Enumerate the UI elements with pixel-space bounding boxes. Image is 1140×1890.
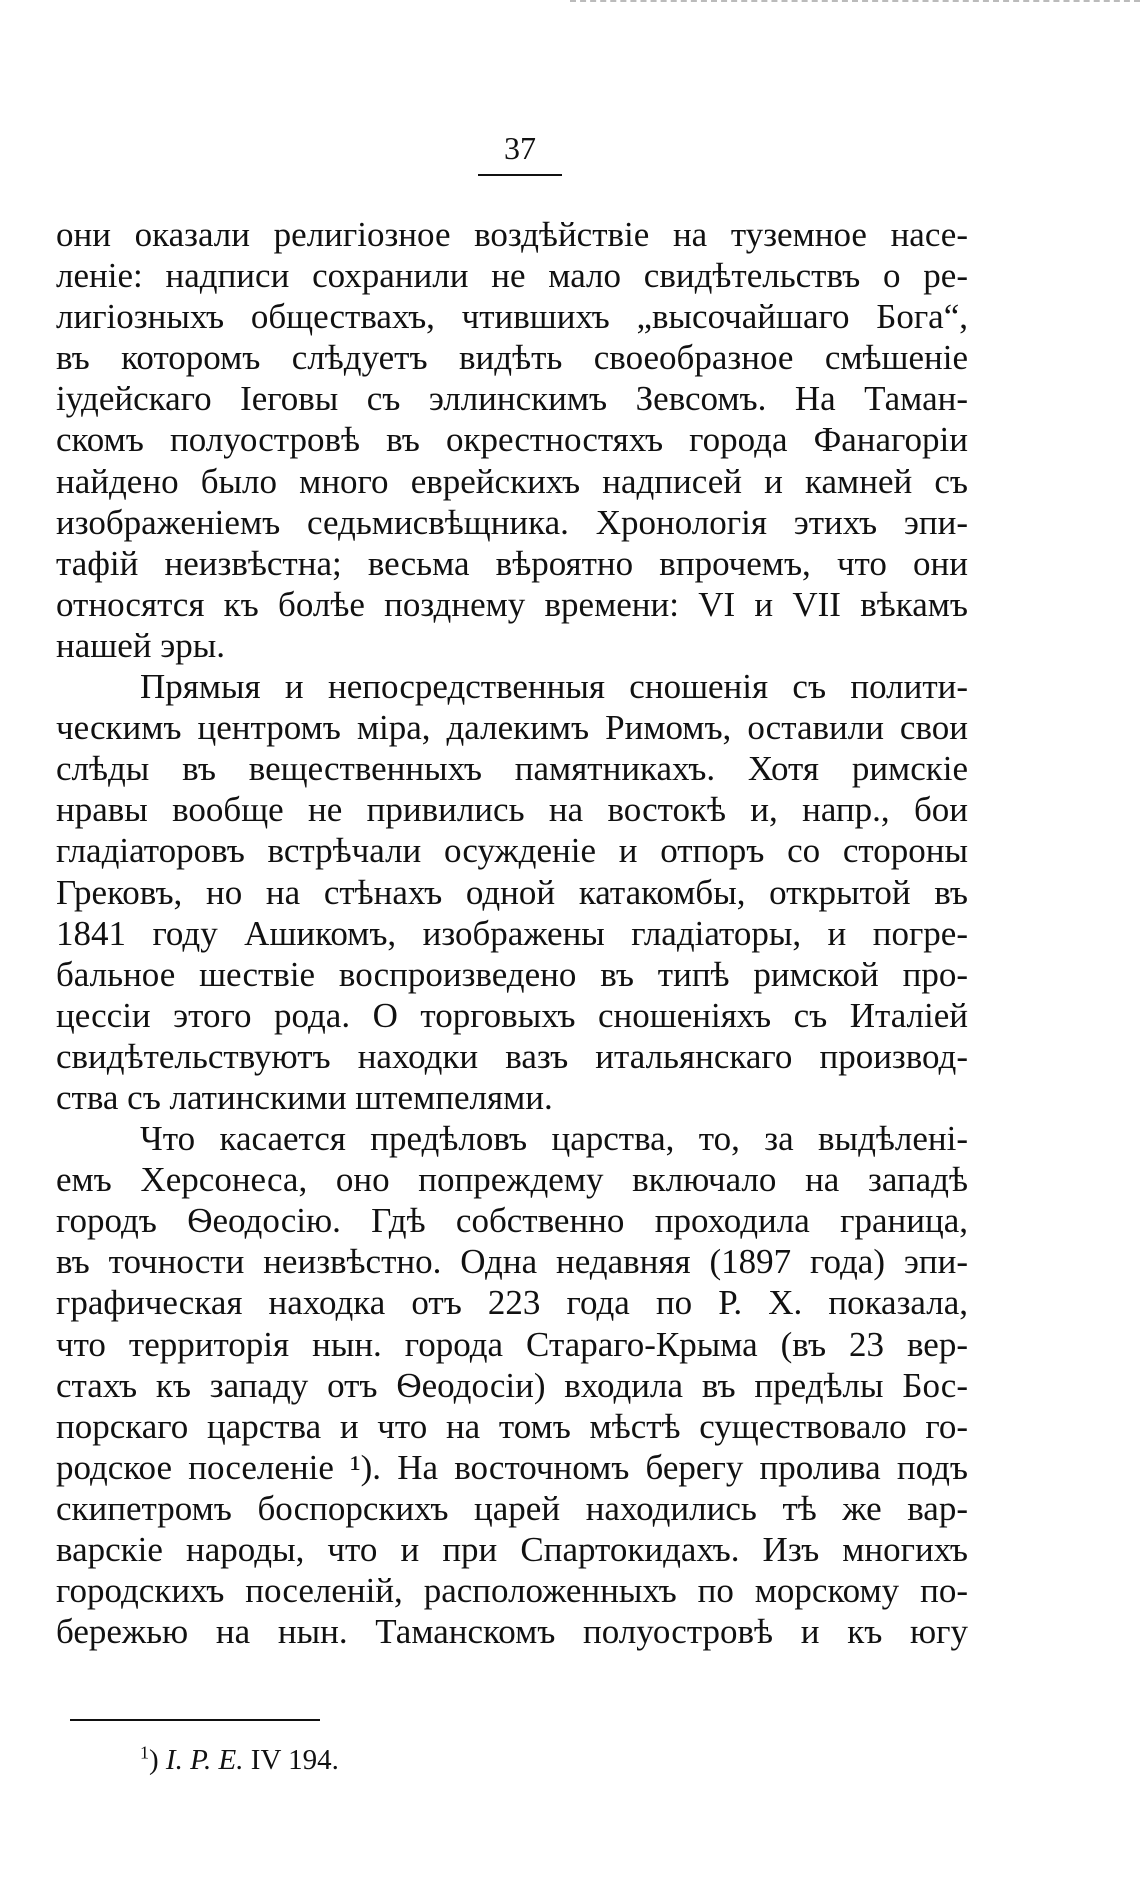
- text-line: гладiаторовъ встрѣчали осужденiе и отпоръ со стороны: [56, 831, 968, 871]
- text-line: лигiозныхъ обществахъ, чтившихъ „высочайшаго Бога“,: [56, 297, 968, 337]
- text-line: въ которомъ слѣдуетъ видѣть своеобразное смѣшенiе: [56, 338, 968, 378]
- page-number-rule: [478, 174, 562, 176]
- text-line: бережью на нын. Таманскомъ полуостровѣ и къ югу: [56, 1612, 968, 1652]
- text-line: Грековъ, но на стѣнахъ одной катакомбы, открытой въ: [56, 872, 968, 912]
- text-line: бальное шествiе воспроизведено въ типѣ римской про-: [56, 954, 968, 994]
- text-line: порскаго царства и что на томъ мѣстѣ существовало го-: [56, 1406, 968, 1446]
- paragraph-3: [56, 1118, 968, 1652]
- text-line: нравы вообще не привились на востокѣ и, напр., бои: [56, 790, 968, 830]
- footnote-rule: [70, 1719, 320, 1721]
- text-line: скипетромъ боспорскихъ царей находились тѣ же вар-: [56, 1488, 968, 1528]
- text-line: въ точности неизвѣстно. Одна недавняя (1897 года) эпи-: [56, 1242, 968, 1282]
- body-text: [56, 214, 968, 1652]
- text-line: найдено было много еврейскихъ надписей и камней съ: [56, 461, 968, 501]
- text-line: что территорiя нын. города Стараго-Крыма (въ 23 вер-: [56, 1324, 968, 1364]
- text-line: графическая находка отъ 223 года по Р. Х. показала,: [56, 1283, 968, 1323]
- paragraph-1: [56, 214, 968, 666]
- text-line: ства съ латинскими штемпелями.: [56, 1077, 553, 1117]
- text-line: городъ Ѳеодосiю. Гдѣ собственно проходила граница,: [56, 1201, 968, 1241]
- text-line: городскихъ поселенiй, расположенныхъ по морскому по-: [56, 1571, 968, 1611]
- footnote-paren: ): [149, 1744, 166, 1776]
- text-line: скомъ полуостровѣ въ окрестностяхъ города Фанагорiи: [56, 420, 968, 460]
- footnote-ref: IV 194.: [250, 1744, 339, 1776]
- footnote: [140, 1742, 339, 1778]
- text-line: изображенiемъ седьмисвѣщника. Хронологiя этихъ эпи-: [56, 502, 968, 542]
- text-line: Что касается предѣловъ царства, то, за выдѣленi-: [140, 1119, 968, 1159]
- text-line: емъ Херсонеса, оно попреждему включало на западѣ: [56, 1160, 968, 1200]
- text-line: относятся къ болѣе позднему времени: VI и VII вѣкамъ: [56, 584, 968, 624]
- text-line: слѣды въ вещественныхъ памятникахъ. Хотя римскiе: [56, 749, 968, 789]
- text-line: Прямыя и непосредственныя сношенiя съ полити-: [140, 667, 968, 707]
- text-line: тафiй неизвѣстна; весьма вѣроятно впрочемъ, что они: [56, 543, 968, 583]
- paragraph-2: [56, 666, 968, 1118]
- page-number: 37: [504, 130, 536, 166]
- text-line: цессiи этого рода. О торговыхъ сношенiяхъ съ Италiей: [56, 995, 968, 1035]
- text-line: iудейскаго Iеговы съ эллинскимъ Зевсомъ. На Таман-: [56, 379, 968, 419]
- footnote-source: I. P. E.: [165, 1744, 244, 1776]
- text-line: 1841 году Ашикомъ, изображены гладiаторы, и погре-: [56, 913, 968, 953]
- text-line: ческимъ центромъ мiра, далекимъ Римомъ, оставили свои: [56, 708, 968, 748]
- text-line: родское поселенiе ¹). На восточномъ берегу пролива подъ: [56, 1447, 968, 1487]
- text-line: они оказали религiозное воздѣйствiе на туземное насе-: [56, 215, 968, 254]
- text-line: ленiе: надписи сохранили не мало свидѣтельствъ о ре-: [56, 256, 968, 296]
- text-line: варскiе народы, что и при Спартокидахъ. Изъ многихъ: [56, 1530, 968, 1569]
- scan-edge-mark: [570, 0, 1140, 6]
- footnote-marker: 1: [140, 1742, 149, 1763]
- text-line: стахъ къ западу отъ Ѳеодосiи) входила въ предѣлы Бос-: [56, 1365, 968, 1405]
- text-line: нашей эры.: [56, 625, 226, 665]
- text-line: свидѣтельствуютъ находки вазъ итальянскаго производ-: [56, 1036, 968, 1076]
